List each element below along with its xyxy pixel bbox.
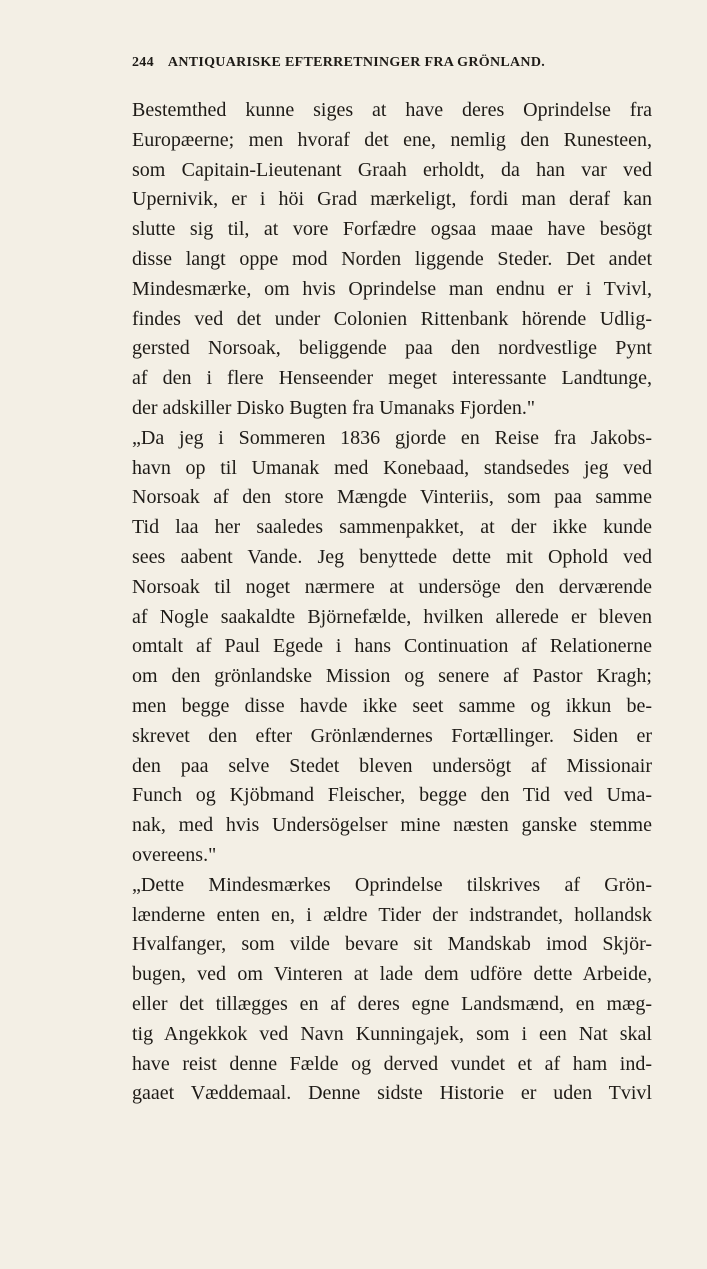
text-line: men begge disse havde ikke seet samme og ikkun be- <box>132 694 652 717</box>
text-line: om den grönlandske Mission og senere af Pastor Kragh; <box>132 665 652 688</box>
body-text <box>132 96 652 1109</box>
text-line: der adskiller Disko Bugten fra Umanaks Fjorden." <box>132 396 536 419</box>
text-line: Bestemthed kunne siges at have deres Oprindelse fra <box>132 99 652 121</box>
text-line: „Da jeg i Sommeren 1836 gjorde en Reise fra Jakobs- <box>132 426 652 449</box>
text-line: bugen, ved om Vinteren at lade dem udföre dette Arbeide, <box>132 963 652 986</box>
text-line: skrevet den efter Grönlændernes Fortællinger. Siden er <box>132 724 652 747</box>
text-line: af den i flere Henseender meget interessante Landtunge, <box>132 367 652 390</box>
text-line: overeens." <box>132 843 217 866</box>
text-line: Norsoak til noget nærmere at undersöge den derværende <box>132 575 652 598</box>
text-line: den paa selve Stedet bleven undersögt af Missionair <box>132 754 652 777</box>
text-line: af Nogle saakaldte Björnefælde, hvilken allerede er bleven <box>132 605 652 628</box>
text-line: Funch og Kjöbmand Fleischer, begge den Tid ved Uma- <box>132 784 652 807</box>
text-line: Upernivik, er i höi Grad mærkeligt, fordi man deraf kan <box>132 188 652 211</box>
text-line: Europæerne; men hvoraf det ene, nemlig den Runesteen, <box>132 128 652 151</box>
running-title: ANTIQUARISKE EFTERRETNINGER FRA GRÖNLAND. <box>167 55 546 70</box>
text-line: „Dette Mindesmærkes Oprindelse tilskrives af Grön- <box>132 873 652 896</box>
text-line: gersted Norsoak, beliggende paa den nordvestlige Pynt <box>132 337 652 360</box>
text-line: tig Angekkok ved Navn Kunningajek, som i een Nat skal <box>132 1022 652 1045</box>
text-line: slutte sig til, at vore Forfædre ogsaa maae have besögt <box>132 218 652 241</box>
text-line: Norsoak af den store Mængde Vinteriis, som paa samme <box>132 486 652 509</box>
text-line: have reist denne Fælde og derved vundet et af ham ind- <box>132 1052 652 1075</box>
text-line: lænderne enten en, i ældre Tider der indstrandet, hollandsk <box>132 903 652 926</box>
text-line: omtalt af Paul Egede i hans Continuation af Relationerne <box>132 635 652 658</box>
text-line: findes ved det under Colonien Rittenbank hörende Udlig- <box>132 307 652 330</box>
text-line: havn op til Umanak med Konebaad, standsedes jeg ved <box>132 456 652 479</box>
text-line: Tid laa her saaledes sammenpakket, at der ikke kunde <box>132 516 652 539</box>
text-line: Mindesmærke, om hvis Oprindelse man endnu er i Tvivl, <box>132 277 652 300</box>
text-line: eller det tillægges en af deres egne Landsmænd, en mæg- <box>132 992 652 1015</box>
page-number: 244 <box>132 55 154 70</box>
text-line: nak, med hvis Undersögelser mine næsten ganske stemme <box>132 814 652 837</box>
text-line: Hvalfanger, som vilde bevare sit Mandskab imod Skjör- <box>132 933 652 956</box>
text-line: disse langt oppe mod Norden liggende Steder. Det andet <box>132 247 652 270</box>
text-line: gaaet Væddemaal. Denne sidste Historie er uden Tvivl <box>132 1082 652 1105</box>
text-line: som Capitain-Lieutenant Graah erholdt, da han var ved <box>132 158 652 181</box>
text-line: sees aabent Vande. Jeg benyttede dette mit Ophold ved <box>132 545 652 568</box>
running-head <box>132 52 652 74</box>
